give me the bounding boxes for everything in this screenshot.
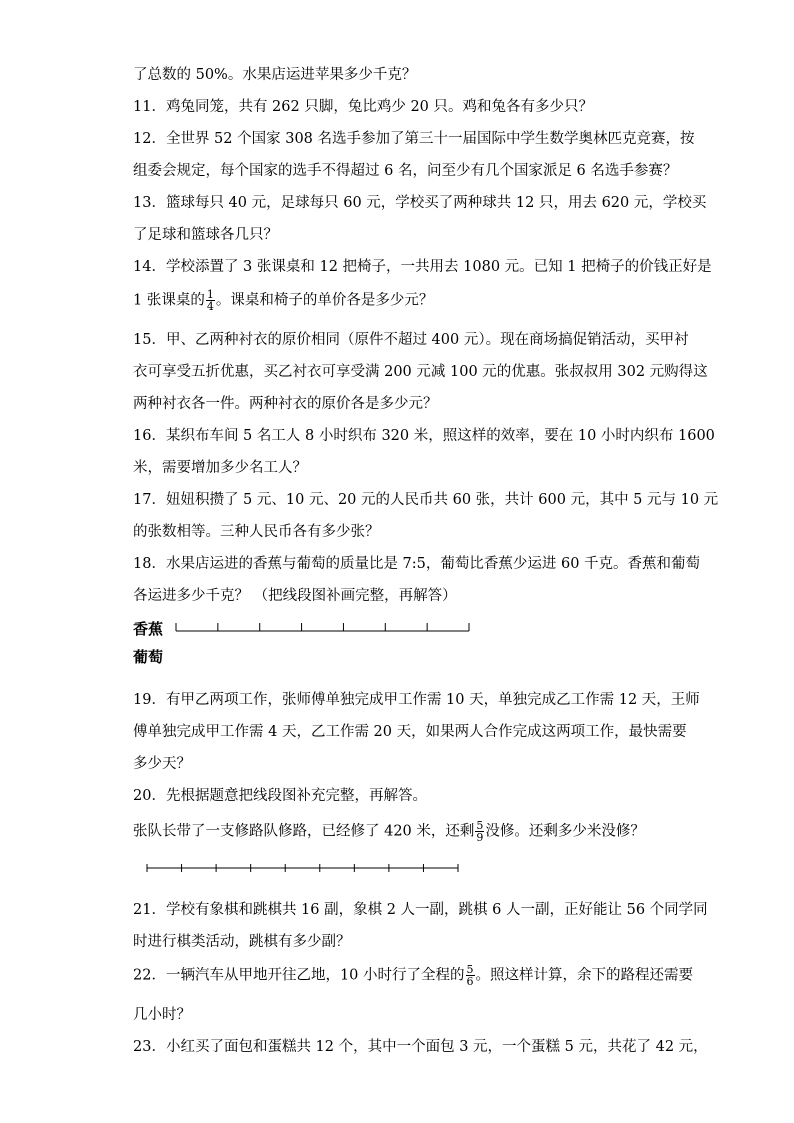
fraction-numerator: 5 bbox=[476, 819, 484, 832]
question-14-line1: 14．学校添置了 3 张课桌和 12 把椅子，一共用去 1080 元。已知 1 把椅子的价钱正好是 bbox=[133, 259, 712, 275]
question-15-line3: 两种衬衣各一件。两种衬衣的原价各是多少元？ bbox=[133, 396, 438, 412]
fraction-denominator: 6 bbox=[466, 975, 474, 988]
question-17-line1: 17．妞妞积攒了 5 元、10 元、20 元的人民币共 60 张，共计 600 元，其中 5 元与 10 元 bbox=[133, 492, 719, 508]
fraction-denominator: 9 bbox=[476, 831, 484, 844]
text-segment: 张队长带了一支修路队修路，已经修了 420 米，还剩 bbox=[133, 823, 475, 840]
question-22-line2: 几小时？ bbox=[133, 1007, 191, 1023]
label-banana: 香蕉 bbox=[133, 620, 164, 638]
fraction-denominator: 4 bbox=[206, 300, 214, 313]
question-18-line1: 18．水果店运进的香蕉与葡萄的质量比是 7:5，葡萄比香蕉少运进 60 千克。香蕉和葡萄 bbox=[133, 556, 701, 572]
question-15-line1: 15．甲、乙两种衬衣的原价相同（原件不超过 400 元）。现在商场搞促销活动，买甲衬 bbox=[133, 332, 689, 348]
text-segment: 1 张课桌的 bbox=[133, 292, 205, 309]
fraction-numerator: 5 bbox=[466, 963, 474, 976]
question-19-line1: 19．有甲乙两项工作，张师傅单独完成甲工作需 10 天，单独完成乙工作需 12 天，王师 bbox=[133, 692, 700, 708]
question-23-line1: 23．小红买了面包和蛋糕共 12 个，其中一个面包 3 元，一个蛋糕 5 元，共花了 42 元， bbox=[133, 1039, 708, 1055]
question-19-line2: 傅单独完成甲工作需 4 天，乙工作需 20 天，如果两人合作完成这两项工作，最快需要 bbox=[133, 724, 687, 740]
question-13-line2: 了足球和篮球各几只？ bbox=[133, 227, 278, 243]
question-21-line2: 时进行棋类活动，跳棋有多少副？ bbox=[133, 934, 351, 950]
question-16-line1: 16．某织布车间 5 名工人 8 小时织布 320 米，照这样的效率，要在 10 小时内织布 1600 bbox=[133, 428, 715, 444]
question-11: 11．鸡兔同笼，共有 262 只脚，兔比鸡少 20 只。鸡和兔各有多少只？ bbox=[133, 99, 594, 115]
question-12-line2: 组委会规定，每个国家的选手不得超过 6 名，问至少有几个国家派足 6 名选手参赛？ bbox=[133, 163, 678, 179]
question-19-line3: 多少天？ bbox=[133, 756, 191, 772]
question-16-line2: 米，需要增加多少名工人？ bbox=[133, 460, 307, 476]
question-13-line1: 13．篮球每只 40 元，足球每只 60 元，学校买了两种球共 12 只，用去 620 元，学校买 bbox=[133, 195, 707, 211]
road-segment-diagram bbox=[147, 864, 458, 872]
label-grape: 葡萄 bbox=[133, 648, 164, 666]
question-18-line2: 各运进多少千克？ （把线段图补画完整，再解答） bbox=[133, 588, 457, 604]
text-segment: 没修。还剩多少米没修？ bbox=[485, 823, 645, 840]
question-21-line1: 21．学校有象棋和跳棋共 16 副，象棋 2 人一副，跳棋 6 人一副，正好能让 56 个同学同 bbox=[133, 902, 708, 918]
question-20-line1: 20．先根据题意把线段图补充完整，再解答。 bbox=[133, 788, 427, 804]
question-17-line2: 的张数相等。三种人民币各有多少张？ bbox=[133, 524, 380, 540]
text-segment: 。课桌和椅子的单价各是多少元？ bbox=[215, 292, 434, 309]
fraction-numerator: 1 bbox=[206, 288, 214, 301]
question-12-line1: 12．全世界 52 个国家 308 名选手参加了第三十一届国际中学生数学奥林匹克竞赛，按 bbox=[133, 131, 695, 147]
question-15-line2: 衣可享受五折优惠，买乙衬衣可享受满 200 元减 100 元的优惠。张叔叔用 302 元购得这 bbox=[133, 364, 708, 380]
text-segment: 。照这样计算，余下的路程还需要 bbox=[475, 967, 694, 984]
banana-segment-diagram bbox=[176, 623, 469, 631]
text-segment: 22．一辆汽车从甲地开往乙地，10 小时行了全程的 bbox=[133, 967, 465, 984]
text-line: 了总数的 50%。水果店运进苹果多少千克？ bbox=[133, 67, 417, 83]
